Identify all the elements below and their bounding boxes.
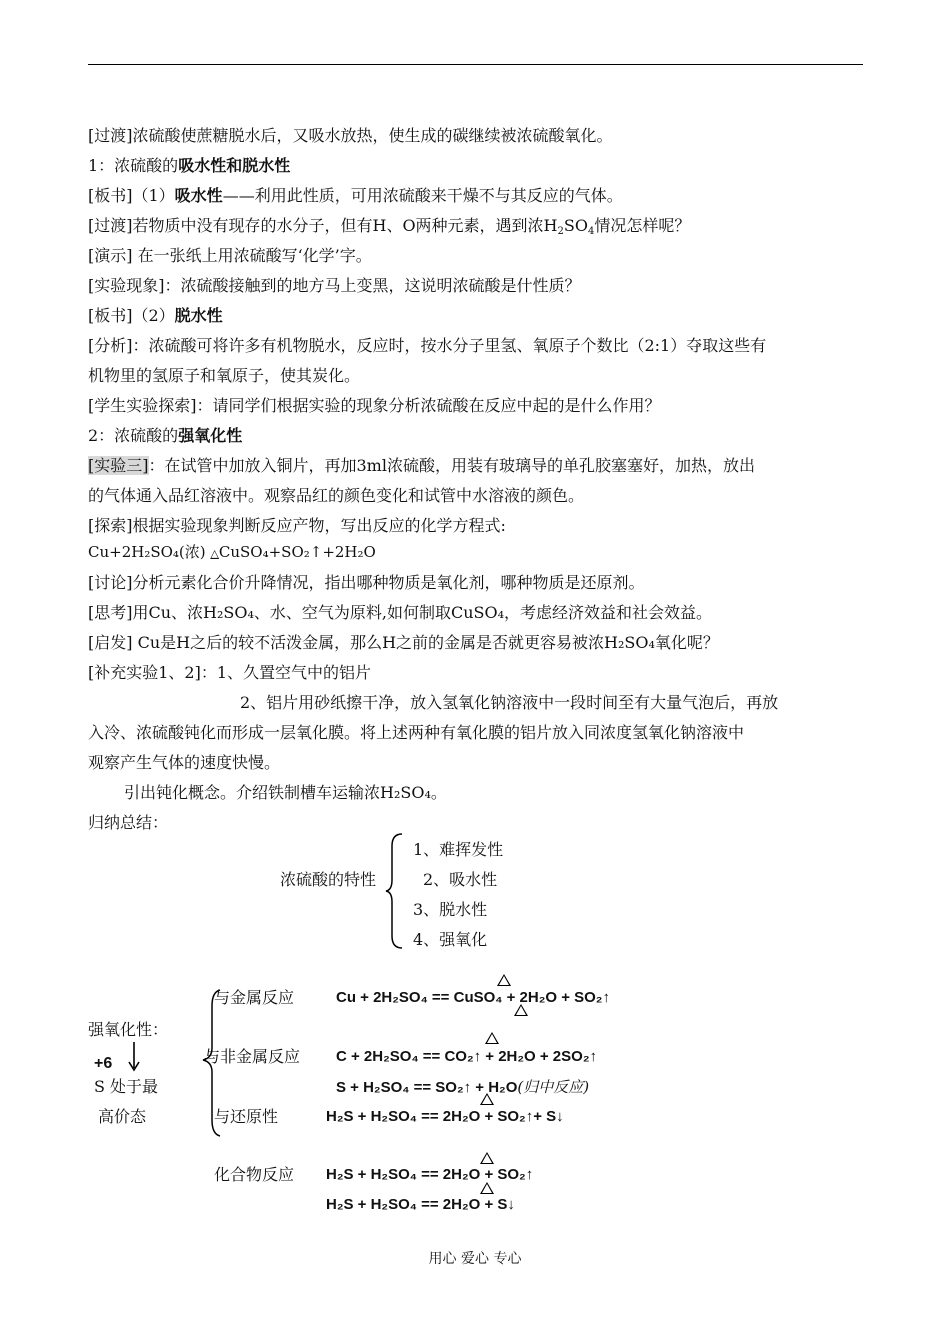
text-line: [讨论]分析元素化合价升降情况，指出哪种物质是氧化剂，哪种物质是还原剂。 <box>88 573 645 592</box>
text-line: 归纳总结： <box>88 813 169 832</box>
text-line: 的气体通入品红溶液中。观察品红的颜色变化和试管中水溶液的颜色。 <box>88 486 585 505</box>
summary-item: 3、脱水性 <box>413 900 488 919</box>
equation-line: Cu+2H₂SO₄(浓) △CuSO₄+SO₂↑+2H₂O <box>88 543 376 561</box>
text-line: [探索]根据实验现象判断反应产物，写出反应的化学方程式: <box>88 516 506 535</box>
summary-item: 1、难挥发性 <box>413 840 504 859</box>
text-line: [实验三]：在试管中加放入铜片，再加3ml浓硫酸，用装有玻璃导的单孔胶塞塞好，加热，放出 <box>88 456 755 475</box>
section-heading-1: 1：浓硫酸的吸水性和脱水性 <box>88 156 291 175</box>
down-arrow-icon <box>127 1042 141 1072</box>
summary-item: 2、吸水性 <box>423 870 498 889</box>
text-line: 入冷、浓硫酸钝化而形成一层氧化膜。将上述两种有氧化膜的铝片放入同浓度氢氧化钠溶液中 <box>88 723 745 742</box>
equation-nonmetal-2: S + H₂SO₄ == SO₂↑ + H₂O(归中反应) <box>336 1078 590 1096</box>
equation-reducing: H₂S + H₂SO₄ == 2H₂O + SO₂↑+ S↓ <box>326 1108 564 1125</box>
delta-icon: △ <box>210 547 219 560</box>
text-line: [学生实验探索]：请同学们根据实验的现象分析浓硫酸在反应中起的是什么作用？ <box>88 396 661 415</box>
text-line: [过渡]浓硫酸使蔗糖脱水后，又吸水放热，使生成的碳继续被浓硫酸氧化。 <box>88 126 613 145</box>
section-heading-2: 2：浓硫酸的强氧化性 <box>88 426 243 445</box>
text-line: [板书]（1）吸水性——利用此性质，可用浓硫酸来干燥不与其反应的气体。 <box>88 186 623 205</box>
category-metal: 与金属反应 <box>214 988 295 1007</box>
category-reducing: 与还原性 <box>214 1107 279 1126</box>
valence-label: +6 <box>94 1055 113 1072</box>
text-line: [启发] Cu是H之后的较不活泼金属，那么H之前的金属是否就更容易被浓H₂SO₄氧化呢？ <box>88 633 719 652</box>
category-nonmetal: 与非金属反应 <box>204 1047 301 1066</box>
summary-item: 4、强氧化 <box>413 930 488 949</box>
equation-compound-2: H₂S + H₂SO₄ == 2H₂O + S↓ <box>326 1196 515 1213</box>
equation-note: (归中反应) <box>517 1078 590 1096</box>
text-line: [补充实验1、2]：1、久置空气中的铝片 <box>88 663 372 682</box>
text-line: 观察产生气体的速度快慢。 <box>88 753 281 772</box>
header-rule <box>88 64 863 65</box>
category-compound: 化合物反应 <box>214 1165 295 1184</box>
summary-title: 浓硫酸的特性 <box>280 870 377 889</box>
equation-nonmetal-1: C + 2H₂SO₄ == CO₂↑ + 2H₂O + 2SO₂↑ <box>336 1048 597 1065</box>
text-line: 引出钝化概念。介绍铁制槽车运输浓H₂SO₄。 <box>124 783 447 802</box>
text-line: 2、铝片用砂纸擦干净，放入氢氧化钠溶液中一段时间至有大量气泡后，再放 <box>240 693 779 712</box>
page-footer: 用心 爱心 专心 <box>428 1251 522 1267</box>
text-line: [过渡]若物质中没有现存的水分子，但有H、O两种元素，遇到浓$H_2SO_4$情况怎样呢？ <box>88 216 691 237</box>
equation-compound-1: H₂S + H₂SO₄ == 2H₂O + SO₂↑ <box>326 1166 534 1183</box>
highlight-tag: [实验三] <box>88 456 149 475</box>
text-line: [演示] 在一张纸上用浓硫酸写‘化学’字。 <box>88 246 372 265</box>
brace-icon <box>384 832 406 950</box>
text-line: [实验现象]：浓硫酸接触到的地方马上变黑，这说明浓硫酸是什性质？ <box>88 276 581 295</box>
equation-metal: Cu + 2H₂SO₄ == CuSO₄ + 2H₂O + SO₂↑ <box>336 989 610 1006</box>
text-line: [思考]用Cu、浓H₂SO₄、水、空气为原料,如何制取CuSO₄，考虑经济效益和社会效益。 <box>88 603 713 622</box>
text-line: [板书]（2）脱水性 <box>88 306 223 325</box>
text-line: 机物里的氢原子和氧原子，使其炭化。 <box>88 366 361 385</box>
s-state-text: S 处于最 <box>94 1077 159 1096</box>
text-line: [分析]：浓硫酸可将许多有机物脱水，反应时，按水分子里氢、氧原子个数比（2:1）夺取这些有 <box>88 336 767 355</box>
oxidation-label: 强氧化性： <box>88 1020 169 1039</box>
s-state-text: 高价态 <box>98 1107 147 1126</box>
